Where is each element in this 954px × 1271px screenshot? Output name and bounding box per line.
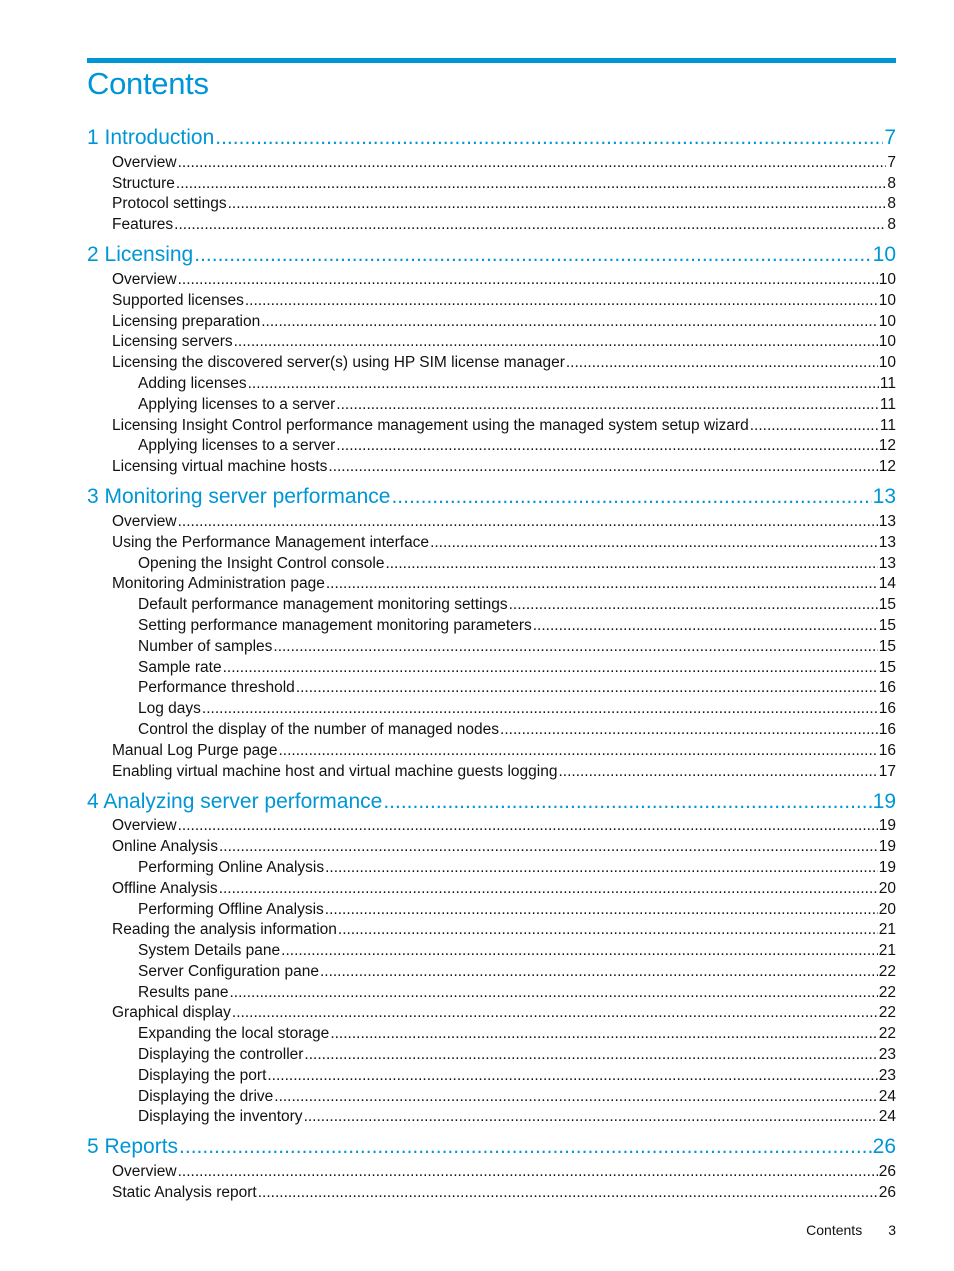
toc-page-number: 26 (878, 1184, 896, 1202)
toc-dot-leader (383, 790, 871, 814)
toc-entry-label: Log days (138, 700, 201, 718)
toc-entry-label: Overview (112, 512, 177, 530)
toc-entry[interactable] (87, 878, 896, 899)
toc-dot-leader (245, 291, 878, 311)
toc-page-number: 10 (878, 312, 896, 330)
toc-dot-leader (179, 1135, 872, 1159)
toc-dot-leader (219, 837, 878, 857)
toc-entry[interactable] (87, 415, 896, 436)
toc-page-number: 7 (887, 153, 896, 171)
toc-entry[interactable] (87, 899, 896, 920)
toc-entry-label: 3 Monitoring server performance (87, 485, 391, 509)
toc-page-number: 12 (878, 437, 896, 455)
toc-entry-label: Features (112, 216, 174, 234)
toc-dot-leader (234, 332, 878, 352)
toc-chapter[interactable] (87, 1127, 896, 1161)
toc-page-number: 16 (878, 700, 896, 718)
toc-page-number: 16 (878, 720, 896, 738)
toc-entry-label: Number of samples (138, 637, 273, 655)
toc-entry[interactable] (87, 373, 896, 394)
toc-entry[interactable] (87, 761, 896, 782)
toc-dot-leader (178, 512, 878, 532)
toc-entry[interactable] (87, 836, 896, 857)
toc-page-number: 15 (878, 658, 896, 676)
toc-dot-leader (258, 1183, 878, 1203)
toc-dot-leader (304, 1045, 877, 1065)
toc-page-number: 7 (884, 126, 896, 149)
toc-dot-leader (194, 243, 871, 267)
toc-entry-label: Displaying the controller (138, 1046, 304, 1064)
toc-entry-label: Offline Analysis (112, 879, 218, 897)
toc-page-number: 26 (872, 1135, 896, 1159)
toc-entry[interactable] (87, 982, 896, 1003)
toc-entry-label: Structure (112, 174, 175, 192)
header-rule (87, 58, 896, 63)
toc-entry-label: Opening the Insight Control console (138, 554, 385, 572)
toc-page-number: 10 (878, 270, 896, 288)
toc-entry[interactable] (87, 678, 896, 699)
toc-entry-label: Displaying the port (138, 1066, 267, 1084)
toc-dot-leader (566, 353, 878, 373)
toc-entry[interactable] (87, 532, 896, 553)
toc-dot-leader (178, 1162, 878, 1182)
toc-entry[interactable] (87, 698, 896, 719)
toc-page-number: 24 (878, 1108, 896, 1126)
toc-chapter[interactable] (87, 477, 896, 511)
toc-dot-leader (176, 174, 886, 194)
toc-entry[interactable] (87, 352, 896, 373)
toc-entry[interactable] (87, 194, 896, 215)
toc-dot-leader (219, 879, 878, 899)
toc-page-number: 12 (878, 458, 896, 476)
toc-entry-label: Online Analysis (112, 838, 218, 856)
toc-entry-label: Results pane (138, 983, 229, 1001)
toc-page-number: 11 (879, 374, 896, 392)
toc-chapter[interactable] (87, 782, 896, 816)
toc-page-number: 22 (878, 1004, 896, 1022)
toc-dot-leader (336, 436, 877, 456)
toc-page-number: 26 (878, 1163, 896, 1181)
toc-entry-label: Adding licenses (138, 374, 247, 392)
toc-dot-leader (178, 270, 878, 290)
toc-dot-leader (174, 215, 886, 235)
toc-page-number: 10 (878, 354, 896, 372)
toc-entry-label: Manual Log Purge page (112, 741, 278, 759)
toc-entry-label: 5 Reports (87, 1135, 179, 1159)
toc-entry-label: Performing Online Analysis (138, 858, 325, 876)
toc-entry[interactable] (87, 290, 896, 311)
toc-entry[interactable] (87, 961, 896, 982)
toc-page-number: 21 (878, 921, 896, 939)
toc-page-number: 24 (878, 1087, 896, 1105)
toc-page-number: 23 (878, 1046, 896, 1064)
toc-page-number: 15 (878, 637, 896, 655)
toc-entry[interactable] (87, 594, 896, 615)
toc-entry-label: 4 Analyzing server performance (87, 789, 383, 813)
toc-page-number: 14 (878, 575, 896, 593)
toc-dot-leader (304, 1107, 878, 1127)
toc-page-number: 13 (878, 554, 896, 572)
toc-entry[interactable] (87, 553, 896, 574)
toc-page-number: 21 (878, 942, 896, 960)
toc-entry-label: Licensing virtual machine hosts (112, 458, 328, 476)
toc-dot-leader (229, 983, 877, 1003)
toc-entry[interactable] (87, 394, 896, 415)
footer-section-label: Contents (806, 1222, 863, 1238)
toc-entry[interactable] (87, 456, 896, 477)
toc-page-number: 22 (878, 962, 896, 980)
toc-page-number: 16 (878, 741, 896, 759)
toc-entry-label: Overview (112, 817, 177, 835)
toc-dot-leader (338, 920, 878, 940)
toc-dot-leader (385, 554, 877, 574)
toc-dot-leader (248, 374, 879, 394)
toc-entry[interactable] (87, 615, 896, 636)
toc-entry-label: Overview (112, 1163, 177, 1181)
toc-dot-leader (430, 533, 878, 553)
toc-dot-leader (326, 574, 878, 594)
toc-entry-label: Server Configuration pane (138, 962, 319, 980)
toc-dot-leader (330, 1024, 877, 1044)
toc-entry[interactable] (87, 719, 896, 740)
toc-dot-leader (178, 153, 887, 173)
toc-dot-leader (273, 637, 877, 657)
toc-page-number: 13 (878, 533, 896, 551)
toc-entry[interactable] (87, 857, 896, 878)
toc-page-number: 10 (872, 243, 896, 267)
toc-page-number: 19 (878, 838, 896, 856)
toc-page-number: 10 (878, 291, 896, 309)
toc-page-number: 22 (878, 983, 896, 1001)
toc-entry-label: 2 Licensing (87, 243, 194, 267)
toc-entry[interactable] (87, 920, 896, 941)
toc-entry-label: Licensing Insight Control performance management using the managed system setup wizard (112, 416, 749, 434)
toc-dot-leader (267, 1066, 877, 1086)
toc-dot-leader (509, 595, 878, 615)
toc-entry[interactable] (87, 269, 896, 290)
toc-dot-leader (320, 962, 878, 982)
toc-entry-label: Displaying the inventory (138, 1108, 303, 1126)
toc-entry-label: Applying licenses to a server (138, 395, 336, 413)
toc-dot-leader (261, 312, 878, 332)
toc-dot-leader (178, 816, 878, 836)
toc-entry-label: 1 Introduction (87, 126, 215, 149)
toc-dot-leader (533, 616, 878, 636)
toc-page-number: 20 (878, 879, 896, 897)
toc-dot-leader (558, 762, 877, 782)
toc-entry-label: Protocol settings (112, 195, 227, 213)
toc-entry[interactable] (87, 152, 896, 173)
toc-page-number: 19 (872, 789, 896, 813)
toc-entry-label: Enabling virtual machine host and virtual machine guests logging (112, 762, 558, 780)
toc-entry-label: Graphical display (112, 1004, 231, 1022)
toc-entry-label: System Details pane (138, 942, 281, 960)
toc-entry[interactable] (87, 1107, 896, 1128)
toc-page-number: 19 (878, 817, 896, 835)
toc-entry-label: Licensing servers (112, 333, 233, 351)
toc-entry[interactable] (87, 940, 896, 961)
toc-dot-leader (500, 720, 878, 740)
toc-page-number: 19 (878, 858, 896, 876)
toc-entry-label: Monitoring Administration page (112, 575, 325, 593)
toc-entry-label: Overview (112, 153, 177, 171)
toc-entry[interactable] (87, 740, 896, 761)
toc-entry-label: Reading the analysis information (112, 921, 337, 939)
toc-page-number: 13 (872, 485, 896, 509)
toc-page-number: 8 (887, 216, 896, 234)
toc-dot-leader (215, 126, 883, 150)
toc-entry[interactable] (87, 1023, 896, 1044)
toc-entry-label: Sample rate (138, 658, 222, 676)
toc-entry[interactable] (87, 1065, 896, 1086)
toc-dot-leader (328, 457, 877, 477)
toc-entry[interactable] (87, 311, 896, 332)
toc-dot-leader (278, 741, 877, 761)
footer-page-number: 3 (888, 1222, 896, 1238)
toc-entry-label: Default performance management monitoring settings (138, 596, 508, 614)
toc-page-number: 17 (878, 762, 896, 780)
toc-dot-leader (391, 485, 871, 509)
toc-page-number: 20 (878, 900, 896, 918)
toc-entry[interactable] (87, 1182, 896, 1203)
toc-page-number: 11 (879, 416, 896, 434)
toc-entry[interactable] (87, 173, 896, 194)
toc-dot-leader (325, 858, 878, 878)
page-footer (0, 1222, 896, 1238)
toc-entry[interactable] (87, 1044, 896, 1065)
toc-page-number: 8 (887, 195, 896, 213)
toc-entry-label: Performing Offline Analysis (138, 900, 324, 918)
toc-dot-leader (223, 658, 878, 678)
toc-chapter[interactable] (87, 235, 896, 269)
toc-entry[interactable] (87, 214, 896, 235)
toc-dot-leader (274, 1087, 877, 1107)
toc-entry[interactable] (87, 436, 896, 457)
toc-dot-leader (202, 699, 878, 719)
toc-dot-leader (228, 194, 887, 214)
toc-page-number: 15 (878, 596, 896, 614)
toc-entry-label: Supported licenses (112, 291, 244, 309)
toc-page-number: 16 (878, 679, 896, 697)
toc-entry[interactable] (87, 511, 896, 532)
toc-entry-label: Using the Performance Management interface (112, 533, 430, 551)
toc-page-number: 10 (878, 333, 896, 351)
toc-entry-label: Static Analysis report (112, 1184, 257, 1202)
toc-page-number: 15 (878, 616, 896, 634)
toc-entry[interactable] (87, 657, 896, 678)
toc-entry-label: Licensing preparation (112, 312, 261, 330)
toc-entry-label: Licensing the discovered server(s) using HP SIM license manager (112, 354, 565, 372)
toc-page-number: 22 (878, 1025, 896, 1043)
toc-entry-label: Applying licenses to a server (138, 437, 336, 455)
toc-dot-leader (325, 900, 878, 920)
toc-entry-label: Control the display of the number of managed nodes (138, 720, 500, 738)
toc-dot-leader (750, 416, 879, 436)
toc-entry[interactable] (87, 636, 896, 657)
toc-dot-leader (232, 1003, 878, 1023)
toc-entry[interactable] (87, 1161, 896, 1182)
toc-entry-label: Expanding the local storage (138, 1025, 330, 1043)
toc-page-number: 13 (878, 512, 896, 530)
toc-dot-leader (281, 941, 878, 961)
toc-entry[interactable] (87, 816, 896, 837)
toc-entry[interactable] (87, 1003, 896, 1024)
toc-entry-label: Displaying the drive (138, 1087, 274, 1105)
toc-dot-leader (336, 395, 879, 415)
toc-entry-label: Setting performance management monitoring parameters (138, 616, 532, 634)
toc-entry-label: Performance threshold (138, 679, 295, 697)
toc-entry[interactable] (87, 1086, 896, 1107)
page-title: Contents (87, 66, 209, 101)
toc-page-number: 11 (879, 395, 896, 413)
toc-page-number: 8 (887, 174, 896, 192)
toc-dot-leader (296, 678, 878, 698)
toc-entry[interactable] (87, 574, 896, 595)
toc-entry[interactable] (87, 332, 896, 353)
table-of-contents (87, 118, 896, 1203)
toc-page-number: 23 (878, 1066, 896, 1084)
toc-entry-label: Overview (112, 270, 177, 288)
toc-chapter[interactable] (87, 118, 896, 152)
